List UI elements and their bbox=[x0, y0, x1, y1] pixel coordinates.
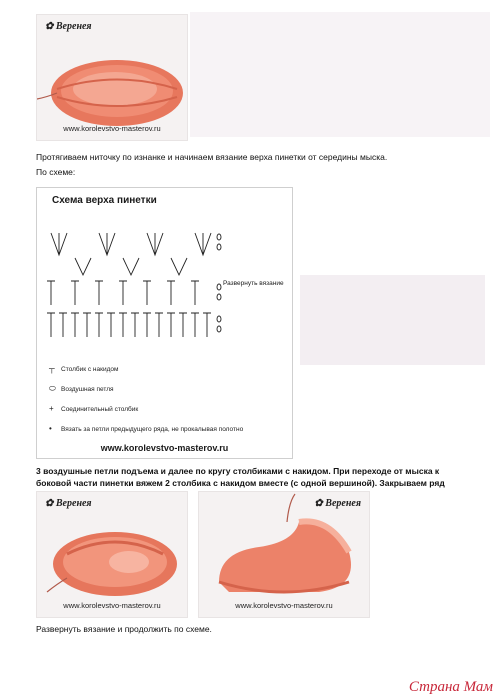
bootie-side-image bbox=[199, 492, 369, 617]
photo-caption: www.korolevstvo-masterov.ru bbox=[235, 601, 333, 610]
legend-label: Столбик с накидом bbox=[61, 366, 119, 373]
photo-bottom-right bbox=[198, 491, 370, 618]
slip-stitch-symbol-icon: + bbox=[49, 404, 54, 413]
photo-bottom-left bbox=[36, 491, 188, 618]
bootie-sole-image bbox=[37, 15, 187, 140]
brand-logo: ✿ Веренея bbox=[45, 498, 92, 509]
scheme-title: Схема верха пинетки bbox=[52, 195, 157, 206]
po-sheme-text: По схеме: bbox=[36, 167, 76, 177]
bleed-through-image bbox=[190, 12, 490, 137]
final-text: Развернуть вязание и продолжить по схеме. bbox=[36, 624, 212, 634]
photo-caption: www.korolevstvo-masterov.ru bbox=[63, 124, 161, 133]
crochet-scheme bbox=[36, 187, 293, 459]
back-loop-symbol-icon: • bbox=[49, 424, 52, 433]
brand-logo: ✿ Веренея bbox=[314, 498, 361, 509]
photo-top bbox=[36, 14, 188, 141]
legend-label: Воздушная петля bbox=[61, 386, 114, 393]
para2-text: 3 воздушные петли подъема и далее по кругу столбиками с накидом. При переходе от мыска к боковой части пинетки вяжем 2 столбика с накидом вместе (с одной вершиной). Закрываем ряд bbox=[36, 466, 445, 488]
intro-text: Протягиваем ниточку по изнанке и начинаем вязание верха пинетки от середины мыска. bbox=[36, 152, 388, 162]
watermark: Страна Мам bbox=[408, 679, 493, 695]
legend-label: Соединительный столбик bbox=[61, 406, 139, 413]
bootie-top-image bbox=[37, 492, 187, 617]
stitch-diagram bbox=[37, 213, 292, 373]
scheme-site: www.korolevstvo-masterov.ru bbox=[100, 443, 229, 453]
brand-logo: ✿ Веренея bbox=[45, 21, 92, 32]
dc-symbol-icon: ┬ bbox=[49, 364, 55, 373]
turn-label: Развернуть вязание bbox=[223, 280, 284, 287]
bleed-through-image bbox=[300, 275, 485, 365]
chain-symbol-icon: ⬭ bbox=[49, 384, 56, 393]
dc-row bbox=[47, 313, 211, 337]
photo-caption: www.korolevstvo-masterov.ru bbox=[63, 601, 161, 610]
legend-label: Вязать за петли предыдущего ряда, не прокалывая полотно bbox=[61, 426, 244, 433]
